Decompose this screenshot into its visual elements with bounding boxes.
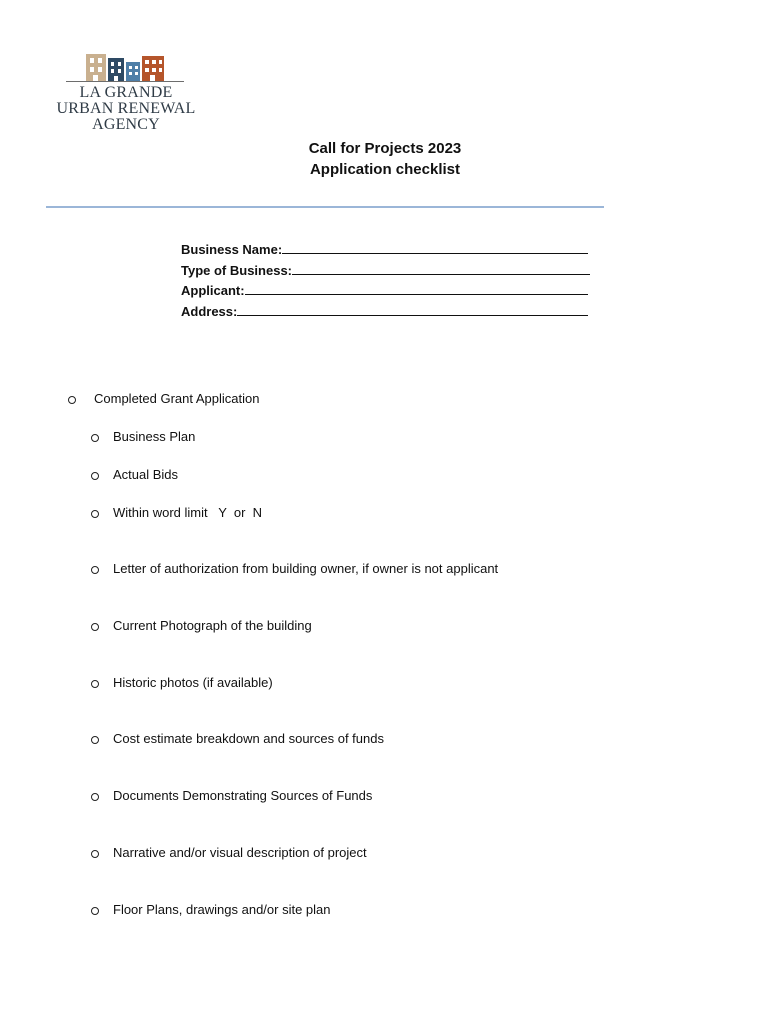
business-name-blank[interactable]: [282, 241, 588, 254]
document-subtitle: Application checklist: [309, 161, 461, 178]
address-label: Address:: [181, 303, 238, 319]
applicant-label: Applicant:: [181, 283, 245, 298]
checklist-item[interactable]: [91, 618, 691, 634]
checklist-item[interactable]: [91, 731, 691, 747]
applicant-fields: [181, 240, 591, 322]
checklist-item-label: Floor Plans, drawings and/or site plan: [113, 902, 331, 917]
logo-text-line2: URBAN RENEWAL: [56, 100, 196, 117]
business-name-label: Business Name:: [181, 242, 283, 257]
address-blank[interactable]: [237, 303, 588, 316]
checkbox-circle-icon[interactable]: [91, 623, 99, 631]
checklist-item[interactable]: [91, 429, 691, 445]
checklist-item-label: Historic photos (if available): [113, 675, 273, 690]
header-divider: [46, 206, 604, 208]
checkbox-circle-icon[interactable]: [91, 736, 99, 744]
checklist-item[interactable]: [91, 467, 691, 483]
checkbox-circle-icon[interactable]: [91, 793, 99, 801]
checklist-item[interactable]: [91, 675, 691, 691]
business-type-label: Type of Business:: [181, 262, 293, 278]
checklist-item-label: Documents Demonstrating Sources of Funds: [113, 788, 373, 803]
checklist-item-label: Actual Bids: [113, 467, 179, 482]
document-header: [0, 138, 770, 180]
checkbox-circle-icon[interactable]: [91, 510, 99, 518]
logo-divider: [66, 81, 184, 82]
address-field[interactable]: [181, 302, 591, 323]
checkbox-circle-icon[interactable]: [91, 472, 99, 480]
checklist-item[interactable]: [91, 788, 691, 804]
business-name-field[interactable]: [181, 240, 591, 261]
checklist-item[interactable]: [68, 391, 668, 407]
checklist-item-label: Current Photograph of the building: [113, 618, 312, 633]
business-type-blank[interactable]: [292, 262, 590, 275]
checkbox-circle-icon[interactable]: [91, 850, 99, 858]
checkbox-circle-icon[interactable]: [68, 396, 76, 404]
checklist-item[interactable]: [91, 561, 691, 577]
checkbox-circle-icon[interactable]: [91, 566, 99, 574]
applicant-blank[interactable]: [245, 282, 588, 295]
checklist-item-label: Business Plan: [113, 429, 196, 444]
logo-text-line1: LA GRANDE: [79, 84, 173, 101]
checklist-item-label: Letter of authorization from building owner, if owner is not applicant: [113, 561, 499, 576]
checklist-item-label: Cost estimate breakdown and sources of funds: [113, 731, 384, 746]
checkbox-circle-icon[interactable]: [91, 680, 99, 688]
logo-text-line3: AGENCY: [92, 116, 160, 133]
checkbox-circle-icon[interactable]: [91, 434, 99, 442]
checklist-item-label: Within word limit Y or N: [113, 505, 263, 520]
checklist-item-label: Narrative and/or visual description of project: [113, 845, 367, 860]
checklist-item-label: Completed Grant Application: [94, 391, 260, 406]
checklist-item[interactable]: [91, 902, 691, 918]
document-title: Call for Projects 2023: [308, 140, 462, 157]
checklist-item[interactable]: [91, 845, 691, 861]
buildings-logo-icon: [84, 50, 166, 84]
agency-logo: [50, 50, 202, 134]
checklist-item[interactable]: [91, 505, 691, 521]
business-type-field[interactable]: [181, 261, 591, 282]
checkbox-circle-icon[interactable]: [91, 907, 99, 915]
applicant-field[interactable]: [181, 281, 591, 302]
